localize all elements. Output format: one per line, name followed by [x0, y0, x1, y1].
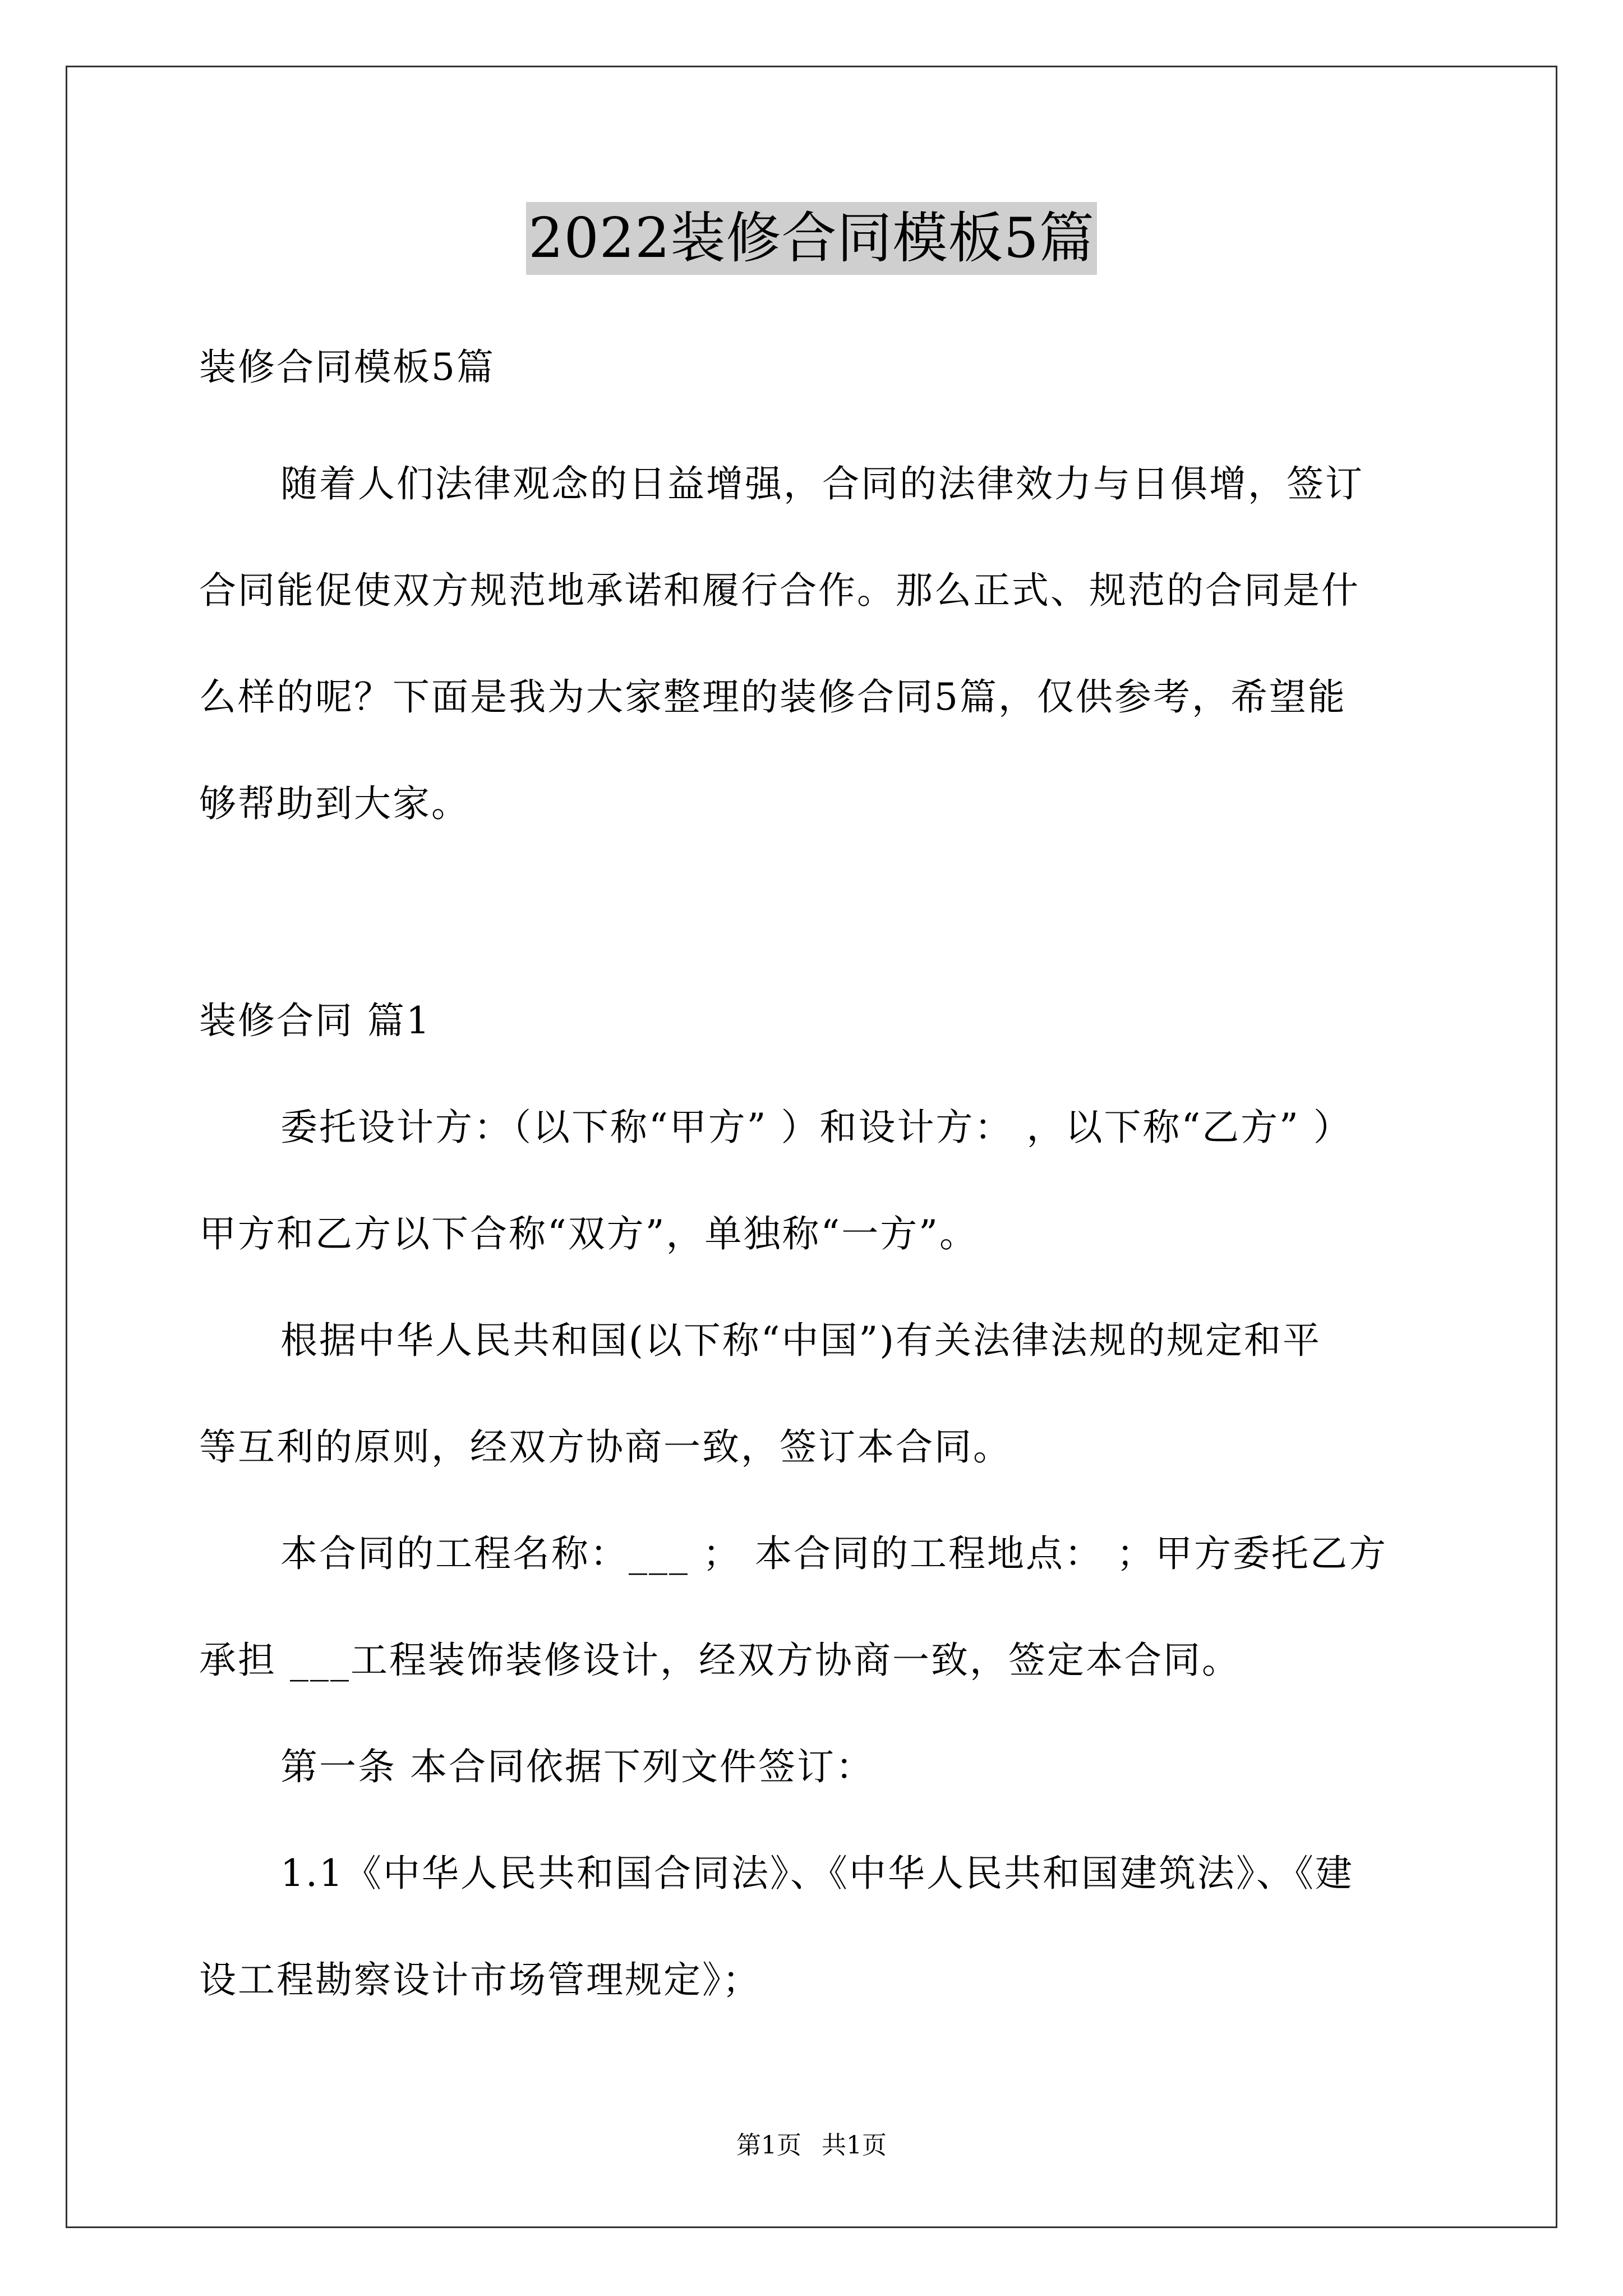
paragraph-line: 根据中华人民共和国(以下称“中国”)有关法律法规的规定和平: [280, 1319, 1321, 1362]
section-heading: 装修合同 篇1: [199, 999, 431, 1042]
paragraph-line: 甲方和乙方以下合称“双方”，单独称“一方”。: [199, 1212, 978, 1255]
paragraph-line: 够帮助到大家。: [199, 782, 470, 825]
article-heading: 第一条 本合同依据下列文件签订：: [280, 1745, 874, 1788]
paragraph-line: 合同能促使双方规范地承诺和履行合作。那么正式、规范的合同是什: [199, 569, 1360, 612]
paragraph-line: 本合同的工程名称：___ ； 本合同的工程地点： ；甲方委托乙方: [280, 1532, 1387, 1575]
paragraph-line: 1.1《中华人民共和国合同法》、《中华人民共和国建筑法》、《建: [280, 1852, 1354, 1895]
paragraph-line: 设工程勘察设计市场管理规定》；: [199, 1958, 761, 2001]
paragraph-line: 等互利的原则，经双方协商一致，签订本合同。: [199, 1425, 1012, 1469]
page-total: 共1页: [822, 2131, 887, 2160]
paragraph-line: 委托设计方：（以下称“甲方” ）和设计方： ，以下称“乙方” ）: [280, 1106, 1352, 1149]
subtitle-line: 装修合同模板5篇: [199, 346, 495, 389]
title-container: [0, 202, 1623, 275]
paragraph-line: 么样的呢？下面是我为大家整理的装修合同5篇，仅供参考，希望能: [199, 675, 1347, 719]
paragraph-line: 承担 ___工程装饰装修设计，经双方协商一致，签定本合同。: [199, 1639, 1241, 1682]
document-title: 2022装修合同模板5篇: [526, 202, 1097, 275]
page-footer: [0, 2129, 1623, 2162]
page-number: 第1页: [736, 2131, 801, 2160]
paragraph-line: 随着人们法律观念的日益增强，合同的法律效力与日俱增，签订: [280, 462, 1364, 505]
